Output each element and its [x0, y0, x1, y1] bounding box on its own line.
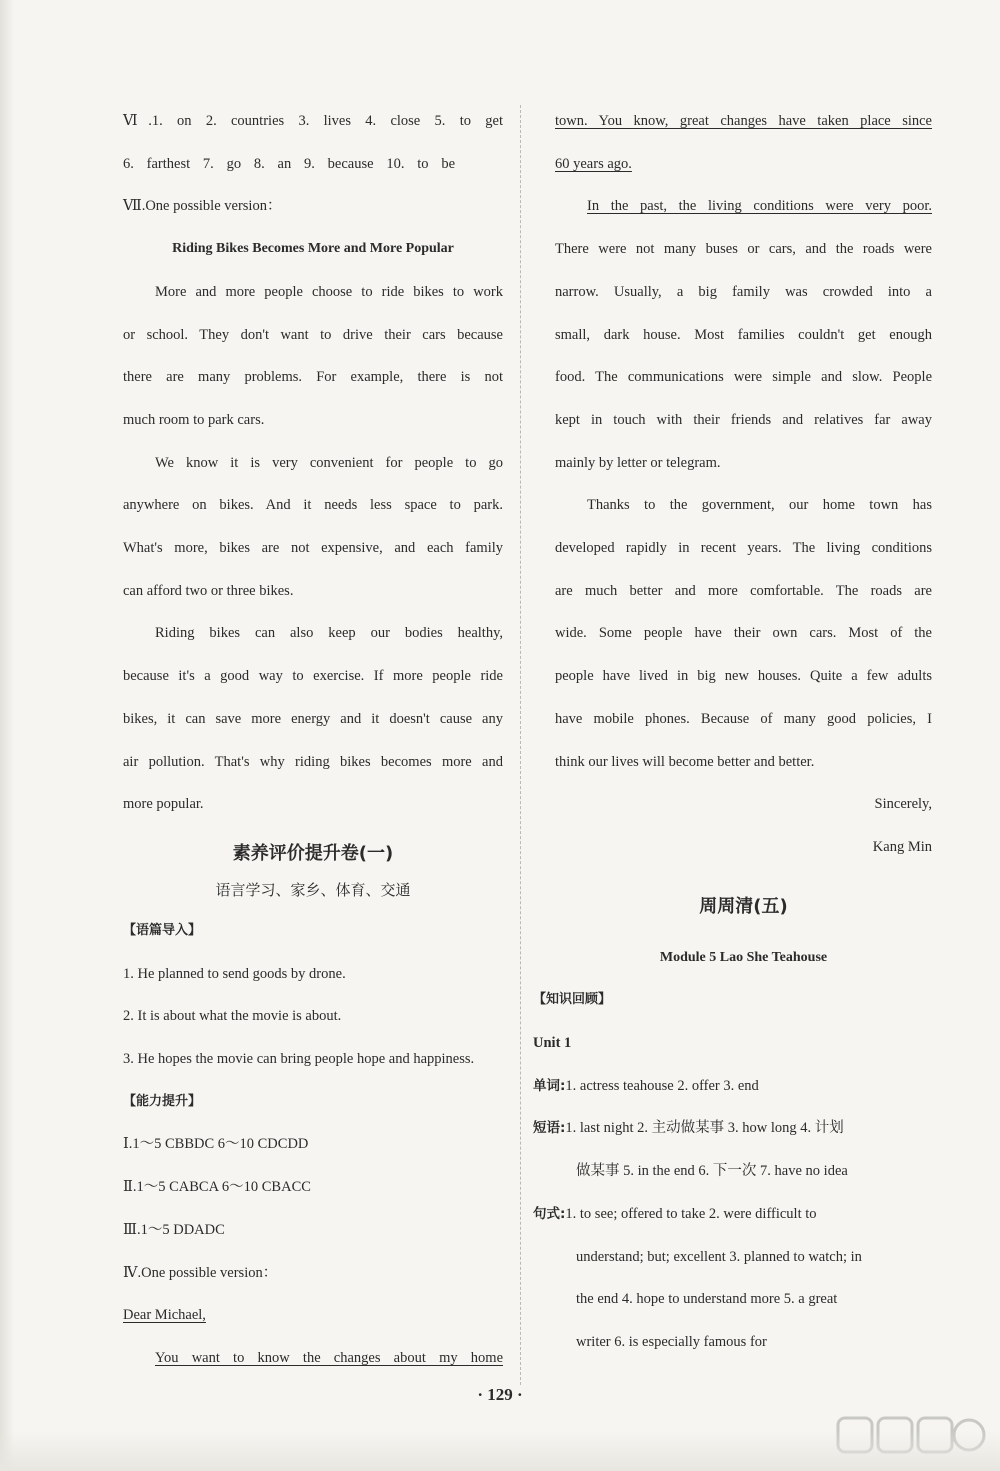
essay-line: We know it is very convenient for people to go	[155, 454, 503, 471]
jushi-answers-4: writer 6. is especially famous for	[576, 1333, 767, 1350]
letter-para2-line: There were not many buses or cars, and the roads were	[555, 241, 932, 258]
jushi-answers-3: the end 4. hope to understand more 5. a great	[576, 1291, 838, 1308]
essay-line: because it's a good way to exercise. If more people ride	[123, 668, 503, 685]
letter-para3-line: Thanks to the government, our home town has	[587, 497, 932, 514]
left-column	[123, 100, 503, 1380]
nengli-label: 【能力提升】	[123, 1093, 202, 1109]
letter-para3-line: are much better and more comfortable. The roads are	[555, 582, 932, 599]
jushi-answers-2: understand; but; excellent 3. planned to watch; in	[576, 1248, 862, 1265]
answer-vi-line-2: 6. farthest 7. go 8. an 9. because 10. to be	[123, 155, 455, 172]
letter-para2-line: mainly by letter or telegram.	[555, 454, 721, 471]
essay-title: Riding Bikes Becomes More and More Popular	[172, 241, 454, 257]
nengli-item: Ⅰ.1～5 CBBDC 6～10 CDCDD	[123, 1136, 309, 1153]
zhishi-label: 【知识回顾】	[533, 992, 612, 1008]
spacer	[555, 869, 932, 887]
danci-label: 单词:	[533, 1077, 566, 1094]
essay-line: can afford two or three bikes.	[123, 582, 294, 599]
jushi-answers-1: 1. to see; offered to take 2. were difficult to	[565, 1205, 817, 1222]
nengli-item: Ⅲ.1～5 DDADC	[123, 1221, 225, 1238]
answer-vii-intro: Ⅶ.One possible version：	[123, 198, 282, 215]
page-bottom-shadow	[0, 1431, 1000, 1471]
yupian-item: 3. He hopes the movie can bring people hope and happiness.	[123, 1051, 475, 1068]
essay-line: More and more people choose to ride bikes to work	[155, 283, 503, 300]
jushi-label: 句式:	[533, 1205, 566, 1222]
duanyu-answers-1: 1. last night 2. 主动做某事 3. how long 4. 计划	[565, 1120, 844, 1137]
duanyu-label: 短语:	[533, 1120, 566, 1137]
duanyu-answers-2: 做某事 5. in the end 6. 下一次 7. have no idea	[576, 1163, 848, 1180]
nengli-item: Ⅱ.1～5 CABCA 6～10 CBACC	[123, 1179, 311, 1196]
essay-line: or school. They don't want to drive their cars because	[123, 326, 503, 343]
essay-line: there are many problems. For example, there is not	[123, 369, 503, 386]
yupian-label: 【语篇导入】	[123, 922, 202, 938]
duanyu-row	[533, 1107, 932, 1150]
column-divider	[520, 105, 521, 1385]
section-title-left: 素养评价提升卷(一)	[232, 842, 394, 864]
letter-para3-line: people have lived in big new houses. Quite a few adults	[555, 668, 932, 685]
page-edge-shadow	[0, 0, 14, 1471]
section-subtitle-left: 语言学习、家乡、体育、交通	[215, 880, 411, 899]
yupian-item: 1. He planned to send goods by drone.	[123, 965, 346, 982]
yupian-item: 2. It is about what the movie is about.	[123, 1008, 342, 1025]
letter-para3-line: developed rapidly in recent years. The living conditions	[555, 540, 932, 557]
essay-line: anywhere on bikes. And it needs less space to park.	[123, 497, 503, 514]
unit-label: Unit 1	[533, 1035, 572, 1052]
letter-para3-line: wide. Some people have their own cars. Most of the	[555, 625, 932, 642]
page-number: · 129 ·	[477, 1385, 523, 1404]
essay-line: What's more, bikes are not expensive, and each family	[123, 540, 503, 557]
essay-line: bikes, it can save more energy and it doesn't cause any	[123, 710, 503, 727]
danci-row	[533, 1065, 932, 1108]
essay-line: more popular.	[123, 796, 204, 813]
answer-iv-intro: Ⅳ.One possible version：	[123, 1264, 278, 1281]
letter-signature: Kang Min	[872, 838, 932, 855]
letter-para2-line: food. The communications were simple and slow. People	[555, 369, 932, 386]
letter-para2-line: kept in touch with their friends and relatives far away	[555, 411, 932, 428]
letter-closing: Sincerely,	[874, 796, 932, 813]
right-column	[533, 100, 932, 1364]
jushi-row	[533, 1193, 932, 1236]
section-title-right: 周周清(五)	[699, 895, 788, 917]
danci-answers: 1. actress teahouse 2. offer 3. end	[565, 1077, 759, 1094]
letter-para3-line: have mobile phones. Because of many good policies, I	[555, 710, 932, 727]
essay-line: much room to park cars.	[123, 411, 265, 428]
letter-para3-line: think our lives will become better and better.	[555, 753, 815, 770]
letter-start: You want to know the changes about my home	[155, 1349, 503, 1366]
letter-line: 60 years ago.	[555, 155, 632, 172]
letter-line: town. You know, great changes have taken place since	[555, 113, 932, 129]
letter-para2-line	[555, 185, 932, 228]
essay-line: air pollution. That's why riding bikes becomes more and	[123, 753, 503, 770]
answer-vi-line-1: Ⅵ.1. on 2. countries 3. lives 4. close 5. to get	[123, 113, 503, 129]
module-title: Module 5 Lao She Teahouse	[659, 949, 828, 965]
letter-para2-line: narrow. Usually, a big family was crowded into a	[555, 283, 932, 300]
letter-salutation: Dear Michael,	[123, 1307, 206, 1324]
essay-line: Riding bikes can also keep our bodies healthy,	[155, 625, 503, 642]
letter-topic-sentence: In the past, the living conditions were very poor.	[587, 198, 932, 215]
letter-para2-line: small, dark house. Most families couldn't get enough	[555, 326, 932, 343]
